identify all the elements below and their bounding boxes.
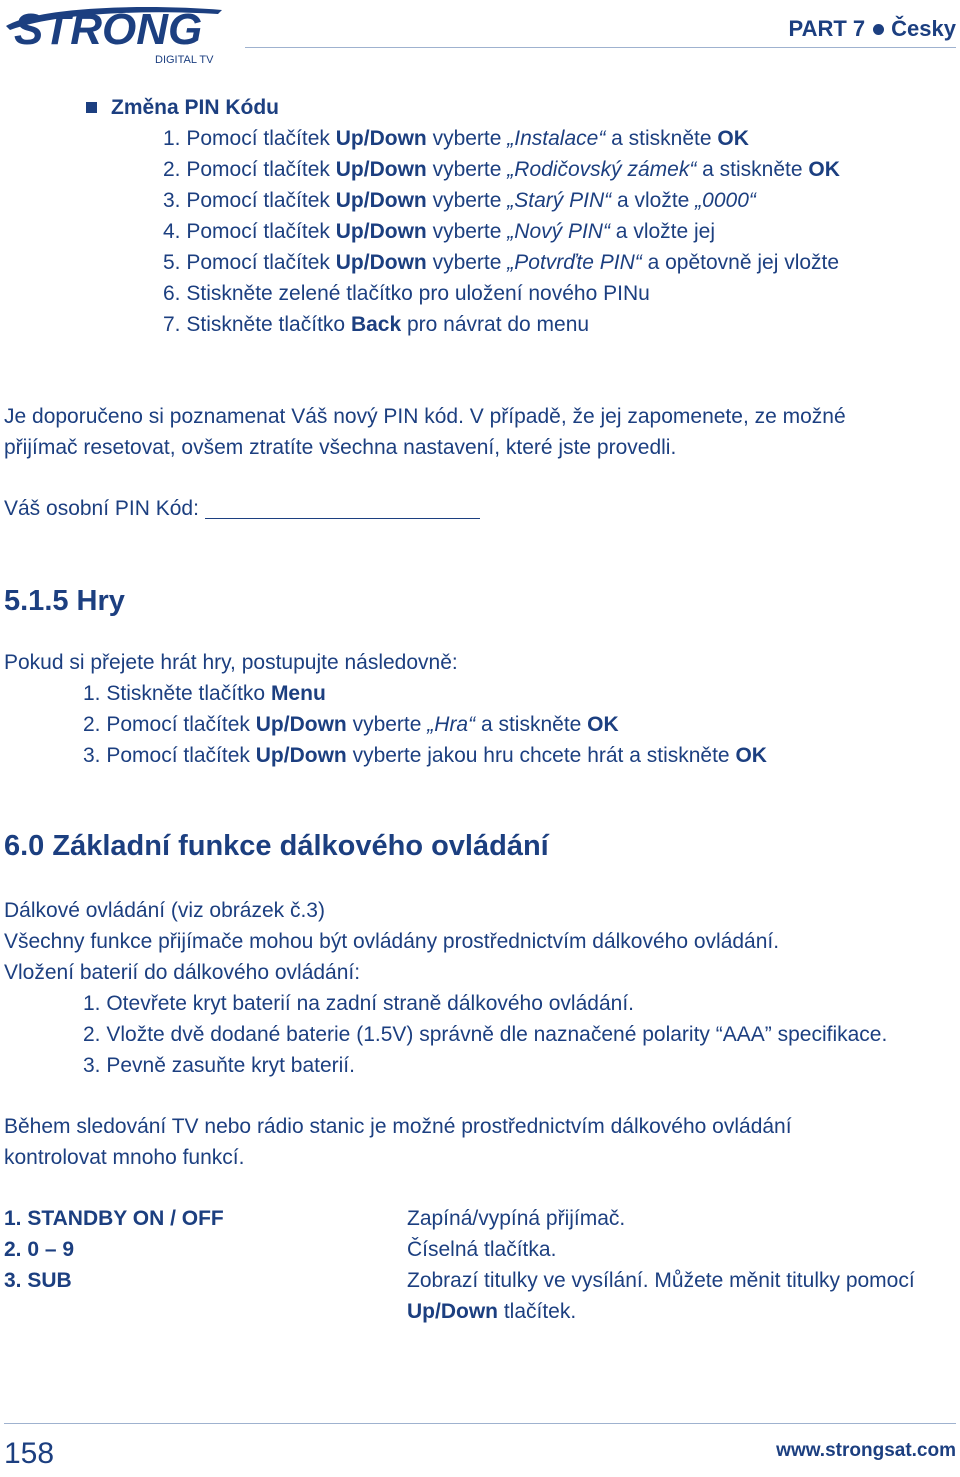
brand-subtitle: DIGITAL TV xyxy=(155,54,214,66)
games-intro: Pokud si přejete hrát hry, postupujte následovně: xyxy=(4,651,458,674)
bullet-dot-icon xyxy=(873,24,884,35)
function-desc-standby: Zapíná/vypíná přijímač. xyxy=(407,1207,626,1230)
list-item: 3. Pomocí tlačítek Up/Down vyberte jakou hru chcete hrát a stiskněte OK xyxy=(83,744,767,767)
brand-name: STRONG xyxy=(14,5,203,54)
list-item: 3. Pevně zasuňte kryt baterií. xyxy=(83,1054,355,1077)
list-item: 2. Pomocí tlačítek Up/Down vyberte „Rodičovský zámek“ a stiskněte OK xyxy=(163,158,840,181)
list-item: 3. Pomocí tlačítek Up/Down vyberte „Starý PIN“ a vložte „0000“ xyxy=(163,189,756,212)
list-item: 5. Pomocí tlačítek Up/Down vyberte „Potvrďte PIN“ a opětovně jej vložte xyxy=(163,251,840,274)
function-desc-numeric: Číselná tlačítka. xyxy=(407,1238,557,1261)
pin-note-line-1: Je doporučeno si poznamenat Váš nový PIN kód. V případě, že jej zapomenete, ze možné xyxy=(4,405,846,428)
battery-steps-list xyxy=(83,988,887,1081)
square-bullet-icon xyxy=(86,102,97,113)
remote-line-1: Dálkové ovládání (viz obrázek č.3) xyxy=(4,899,325,922)
part-number: PART 7 xyxy=(788,16,866,41)
part-label xyxy=(789,16,956,42)
page-number: 158 xyxy=(4,1437,55,1470)
pin-title-text: Změna PIN Kódu xyxy=(111,96,280,119)
function-desc-sub-cont: Up/Down tlačítek. xyxy=(407,1300,577,1323)
remote-line-3: Vložení baterií do dálkového ovládání: xyxy=(4,961,361,984)
function-desc-sub: Zobrazí titulky ve vysílání. Můžete měnit titulky pomocí xyxy=(407,1269,915,1292)
list-item: 6. Stiskněte zelené tlačítko pro uložení nového PINu xyxy=(163,282,650,305)
list-item: 2. Pomocí tlačítek Up/Down vyberte „Hra“ a stiskněte OK xyxy=(83,713,619,736)
brand-logo xyxy=(0,0,230,70)
header-divider xyxy=(245,47,956,48)
remote-para-line-2: kontrolovat mnoho funkcí. xyxy=(4,1146,245,1169)
list-item: 4. Pomocí tlačítek Up/Down vyberte „Nový PIN“ a vložte jej xyxy=(163,220,716,243)
remote-para-line-1: Během sledování TV nebo rádio stanic je možné prostřednictvím dálkového ovládání xyxy=(4,1115,792,1138)
pin-record-field xyxy=(4,493,480,524)
remote-paragraph xyxy=(4,1111,792,1173)
footer-divider xyxy=(4,1423,956,1424)
pin-section-title xyxy=(86,92,279,123)
list-item: 2. Vložte dvě dodané baterie (1.5V) správně dle naznačené polarity “AAA” specifikace. xyxy=(83,1023,888,1046)
games-heading: 5.1.5 Hry xyxy=(4,585,125,617)
remote-line-2: Všechny funkce přijímače mohou být ovládány prostřednictvím dálkového ovládání. xyxy=(4,930,780,953)
pin-note-line-2: přijímač resetovat, ovšem ztratíte všechna nastavení, které jste provedli. xyxy=(4,436,677,459)
pin-record-label: Váš osobní PIN Kód: xyxy=(4,497,199,520)
remote-intro xyxy=(4,895,779,988)
function-key-numeric: 2. 0 – 9 xyxy=(4,1238,75,1261)
remote-heading: 6.0 Základní funkce dálkového ovládání xyxy=(4,830,549,862)
function-key-sub: 3. SUB xyxy=(4,1269,72,1292)
list-item: 1. Pomocí tlačítek Up/Down vyberte „Instalace“ a stiskněte OK xyxy=(163,127,749,150)
list-item: 1. Otevřete kryt baterií na zadní straně dálkového ovládání. xyxy=(83,992,634,1015)
footer-url: www.strongsat.com xyxy=(776,1440,956,1461)
pin-blank-line xyxy=(205,494,480,519)
list-item: 7. Stiskněte tlačítko Back pro návrat do menu xyxy=(163,313,590,336)
pin-steps-list xyxy=(163,123,840,340)
language-label: Česky xyxy=(891,16,956,41)
list-item: 1. Stiskněte tlačítko Menu xyxy=(83,682,326,705)
games-steps-list xyxy=(83,678,767,771)
function-key-standby: 1. STANDBY ON / OFF xyxy=(4,1207,224,1230)
